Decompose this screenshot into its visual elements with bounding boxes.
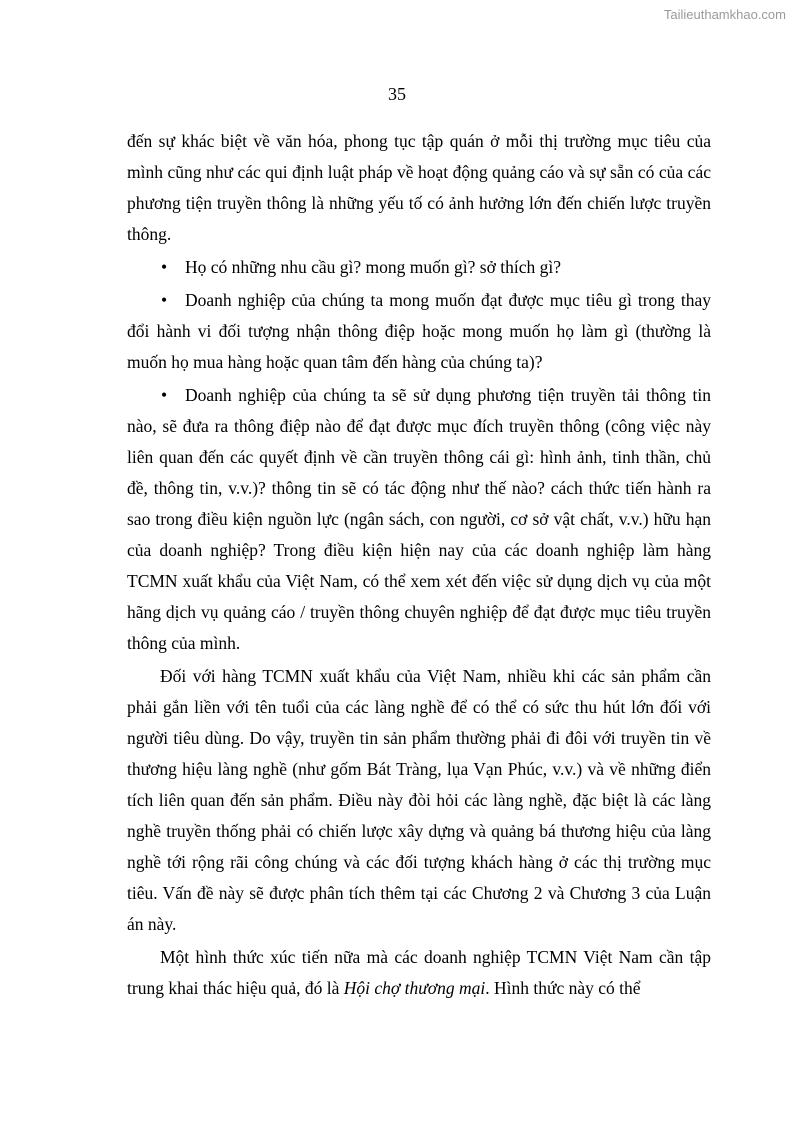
paragraph-text: . Hình thức này có thể [485,978,641,998]
bullet-item [127,252,711,283]
bullet-item [127,285,711,378]
emphasis-text: Hội chợ thương mại [343,978,486,998]
bullet-icon: • [161,290,168,310]
paragraph: Đối với hàng TCMN xuất khẩu của Việt Nam, nhiều khi các sản phẩm cần phải gắn liền với tên tuổi của các làng nghề để có thể có sức thu hút lớn đối với người tiêu dùng. Do vậy, truyền tin sản phẩm thường phải đi đôi với truyền tin về thương hiệu làng nghề (như gốm Bát Tràng, lụa Vạn Phúc, v.v.) và về những điển tích liên quan đến sản phẩm. Điều này đòi hỏi các làng nghề, đặc biệt là các làng nghề truyền thống phải có chiến lược xây dựng và quảng bá thương hiệu của làng nghề tới rộng rãi công chúng và các đối tượng khách hàng ở các thị trường mục tiêu. Vấn đề này sẽ được phân tích thêm tại các Chương 2 và Chương 3 của Luận án này. [127,666,711,934]
bullet-icon: • [161,257,168,277]
document-body [127,126,711,1004]
paragraph [127,942,711,1004]
paragraph-text: Một hình thức xúc tiến nữa mà các doanh nghiệp TCMN Việt Nam cần tập trung khai thác hiệu quả, đó là [127,947,711,998]
watermark: Tailieuthamkhao.com [663,7,786,22]
paragraph-continuation: đến sự khác biệt về văn hóa, phong tục tập quán ở mỗi thị trường mục tiêu của mình cũng như các qui định luật pháp về hoạt động quảng cáo và sự sẵn có của các phương tiện truyền thông là những yếu tố có ảnh hưởng lớn đến chiến lược truyền thông. [127,131,711,244]
bullet-icon: • [161,385,168,405]
bullet-text: Doanh nghiệp của chúng ta sẽ sử dụng phương tiện truyền tải thông tin nào, sẽ đưa ra thông điệp nào để đạt được mục đích truyền thông (công việc này liên quan đến các quyết định về cần truyền thông cái gì: hình ảnh, tinh thần, chủ đề, thông tin, v.v.)? thông tin sẽ có tác động như thế nào? cách thức tiến hành ra sao trong điều kiện nguồn lực (ngân sách, con người, cơ sở vật chất, v.v.) hữu hạn của doanh nghiệp? Trong điều kiện hiện nay của các doanh nghiệp làm hàng TCMN xuất khẩu của Việt Nam, có thể xem xét đến việc sử dụng dịch vụ của một hãng dịch vụ quảng cáo / truyền thông chuyên nghiệp để đạt được mục tiêu truyền thông của mình. [127,385,711,653]
page-number: 35 [388,84,406,104]
bullet-item [127,380,711,659]
bullet-text: Họ có những nhu cầu gì? mong muốn gì? sở thích gì? [185,257,561,277]
bullet-text: Doanh nghiệp của chúng ta mong muốn đạt được mục tiêu gì trong thay đổi hành vi đối tượng nhận thông điệp hoặc mong muốn họ làm gì (thường là muốn họ mua hàng hoặc quan tâm đến hàng của chúng ta)? [127,290,711,372]
